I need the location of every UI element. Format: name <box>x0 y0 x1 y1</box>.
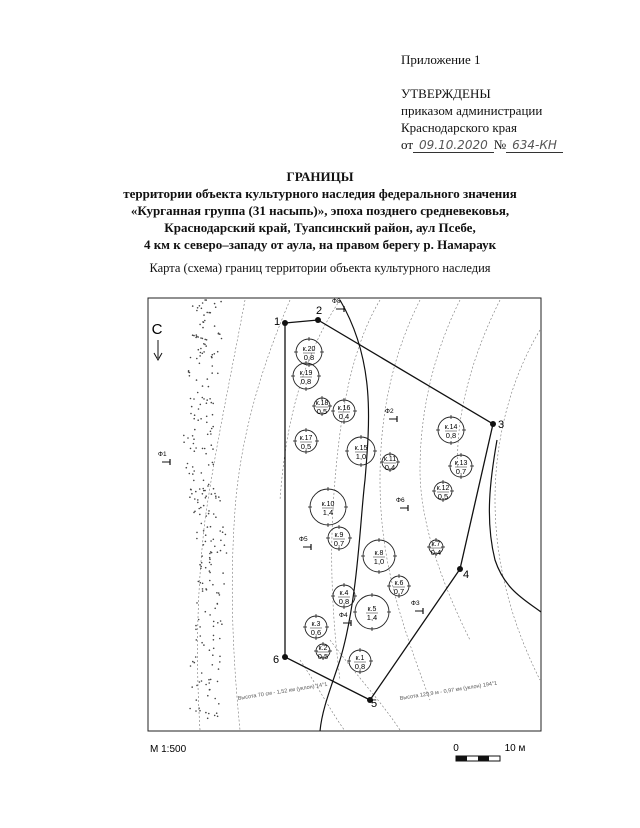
title-line-1: ГРАНИЦЫ <box>286 169 354 184</box>
mound-11 <box>308 487 348 527</box>
mound-height: 0,8 <box>303 353 315 362</box>
north-letter: С <box>151 321 163 338</box>
boundary-point-1 <box>282 320 288 326</box>
boundary-point-2 <box>315 317 321 323</box>
handwritten-number: 634-КН <box>506 138 563 153</box>
mound-name: к.8 <box>374 550 384 557</box>
mound-20 <box>347 648 373 674</box>
mound-19 <box>314 642 332 661</box>
mound-13 <box>361 538 397 574</box>
title-line-3: «Курганная группа (31 насыпь)», эпоха позднего средневековья, <box>130 203 510 218</box>
title-line-2: территории объекта культурного наследия федерального значения <box>123 186 517 201</box>
mound-name: к.19 <box>299 370 313 377</box>
mound-7 <box>436 415 466 445</box>
mound-5 <box>293 428 319 454</box>
mound-height: 0,5 <box>437 492 449 501</box>
mound-height: 1,4 <box>366 613 378 622</box>
mound-name: к.14 <box>444 424 458 431</box>
title-line-4: Краснодарский край, Туапсинский район, аул Псебе, <box>164 220 476 235</box>
mound-height: 1,4 <box>322 508 334 517</box>
scale-zero: 0 <box>453 743 459 754</box>
mound-height: 1,0 <box>355 452 367 461</box>
mound-height: 0,7 <box>393 587 405 596</box>
mound-height: 0,4 <box>384 463 396 472</box>
riverbank-dots <box>183 299 227 719</box>
mound-height: 0,5 <box>316 407 328 416</box>
mound-17 <box>353 593 391 631</box>
mound-height: 0,7 <box>333 539 345 548</box>
mound-name: к.5 <box>367 606 377 613</box>
contour-lines <box>198 300 540 731</box>
mound-height: 0,6 <box>310 628 322 637</box>
mound-height: 0,5 <box>300 442 312 451</box>
mound-16 <box>331 583 357 609</box>
mound-name: к.10 <box>321 501 335 508</box>
mound-name: к.18 <box>315 400 329 407</box>
boundary-point-label-2: 2 <box>316 305 323 317</box>
photo-point-label: Ф5 <box>299 536 308 543</box>
mound-1 <box>294 337 324 367</box>
handwritten-date: 09.10.2020 <box>413 138 494 153</box>
mound-height: 0,8 <box>445 431 457 440</box>
map-subtitle: Карта (схема) границ территории объекта культурного наследия <box>149 261 491 275</box>
boundary-point-label-3: 3 <box>498 419 505 431</box>
mound-height: 1,0 <box>373 557 385 566</box>
mound-height: 0,8 <box>338 597 350 606</box>
photo-point-Ф1 <box>158 451 170 465</box>
mound-name: к.12 <box>436 485 450 492</box>
mound-14 <box>427 538 445 557</box>
scale-text: М 1:500 <box>150 744 187 755</box>
mound-2 <box>291 361 321 391</box>
approved-title: УТВЕРЖДЕНЫ <box>401 86 491 101</box>
mound-height: 0,8 <box>354 662 366 671</box>
mound-12 <box>326 525 352 551</box>
boundary-point-label-5: 5 <box>371 698 378 710</box>
approved-line-1: приказом администрации <box>401 103 543 118</box>
territory-boundary <box>285 320 493 700</box>
photo-point-label: Ф3 <box>411 600 420 607</box>
photo-point-label: Ф2 <box>385 408 394 415</box>
boundary-point-label-1: 1 <box>274 316 281 328</box>
mound-9 <box>380 452 400 472</box>
mound-10 <box>432 480 454 502</box>
mound-name: к.6 <box>394 580 404 587</box>
mound-name: к.9 <box>334 532 344 539</box>
elevation-note-2: Высота 129,9 м - 0,97 км (уклон) 194°1 <box>399 680 498 702</box>
photo-point-label: Ф1 <box>158 451 167 458</box>
boundary-point-6 <box>282 654 288 660</box>
mound-name: к.15 <box>354 445 368 452</box>
approved-line-2: Краснодарского края <box>401 120 517 135</box>
from-label: от <box>401 137 414 152</box>
mound-name: к.16 <box>337 405 351 412</box>
scale-ten: 10 м <box>504 743 526 754</box>
photo-point-Ф2 <box>385 408 397 422</box>
photo-point-label: Ф4 <box>339 612 348 619</box>
boundary-point-label-6: 6 <box>273 654 280 666</box>
mound-name: к.17 <box>299 435 313 442</box>
scale-bar <box>453 743 525 761</box>
elevation-note-1: Высота 70 см - 1,52 км (уклон) 14°1 <box>237 681 328 702</box>
boundary-point-label-4: 4 <box>463 569 470 581</box>
photo-point-Ф3 <box>411 600 423 614</box>
mound-height: 0,4 <box>338 412 350 421</box>
terrain-lines <box>317 300 541 731</box>
mound-name: к.1 <box>355 655 365 662</box>
boundary-point-3 <box>490 421 496 427</box>
mound-height: 0,4 <box>430 548 442 557</box>
appendix-label: Приложение 1 <box>401 52 481 67</box>
title-line-5: 4 км к северо–западу от аула, на правом берегу р. Намараук <box>143 237 497 252</box>
mound-name: к.20 <box>302 346 316 353</box>
mound-18 <box>303 614 329 640</box>
number-label: № <box>493 137 507 152</box>
mound-name: к.2 <box>318 645 328 652</box>
mound-name: к.3 <box>311 621 321 628</box>
mound-name: к.4 <box>339 590 349 597</box>
mound-4 <box>331 398 357 424</box>
photo-point-Ф5 <box>299 536 311 550</box>
mound-height: 0,7 <box>455 467 467 476</box>
photo-point-label: Ф8 <box>332 298 341 305</box>
mound-name: к.7 <box>431 541 441 548</box>
mound-height: 0,8 <box>300 377 312 386</box>
north-arrow <box>152 321 163 360</box>
photo-point-label: Ф6 <box>396 497 405 504</box>
mound-8 <box>448 453 474 479</box>
mound-name: к.11 <box>383 456 397 463</box>
mound-name: к.13 <box>454 460 468 467</box>
photo-point-Ф6 <box>396 497 408 511</box>
mound-height: 0,5 <box>317 652 329 661</box>
mound-3 <box>312 396 332 416</box>
mound-6 <box>345 435 377 467</box>
